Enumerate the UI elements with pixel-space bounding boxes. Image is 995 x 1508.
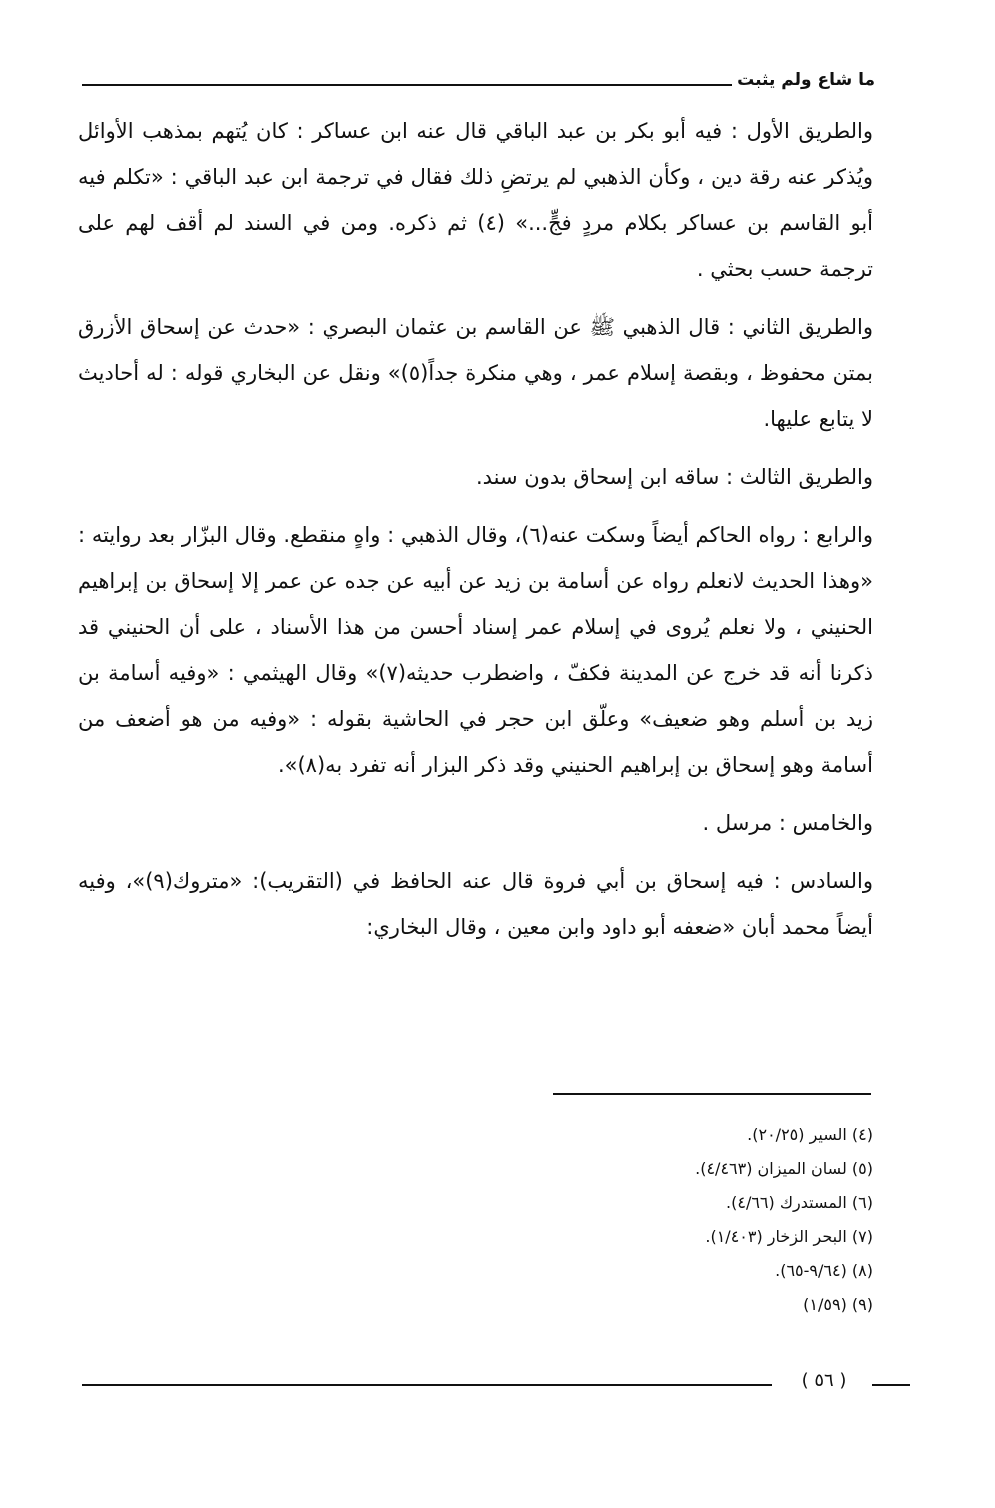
footnote-9: (٩) (١/٥٩) (803, 1295, 873, 1314)
header-rule (82, 84, 732, 86)
page-number: ( ٥٦ ) (801, 1370, 847, 1391)
footer-rule-right (872, 1384, 910, 1386)
paragraph-fourth-route: والرابع : رواه الحاكم أيضاً وسكت عنه(٦)، وقال الذهبي : واهٍ منقطع. وقال البزّار بعد روايته : «وهذا الحديث لانعلم رواه عن أسامة بن زيد عن أبيه عن جده عن عمر إلا إسحاق بن إبراهيم الحنيني ، ولا نعلم يُروى في إسلام عمر إسناد أحسن من هذا الأسناد ، على أن الحنيني قد ذكرنا أنه قد خرج عن المدينة فكفّ ، واضطرب حديثه(٧)» وقال الهيثمي : «وفيه أسامة بن زيد بن أسلم وهو ضعيف» وعلّق ابن حجر في الحاشية بقوله : «وفيه من هو أضعف من أسامة وهو إسحاق بن إبراهيم الحنيني وقد ذكر البزار أنه تفرد به(٨)». (78, 523, 873, 777)
paragraph-fifth-route: والخامس : مرسل . (702, 811, 873, 835)
footnote-5: (٥) لسان الميزان (٤/٤٦٣). (695, 1159, 873, 1178)
footnote-7: (٧) البحر الزخار (١/٤٠٣). (705, 1227, 873, 1246)
footnotes (453, 1118, 873, 1322)
footnote-6: (٦) المستدرك (٤/٦٦). (726, 1193, 873, 1212)
paragraph-second-route: والطريق الثاني : قال الذهبي ﷺ عن القاسم بن عثمان البصري : «حدث عن إسحاق الأزرق بمتن محفوظ ، وبقصة إسلام عمر ، وهي منكرة جداً(٥)» ونقل عن البخاري قوله : له أحاديث لا يتابع عليها. (78, 315, 873, 431)
paragraph-third-route: والطريق الثالث : ساقه ابن إسحاق بدون سند. (475, 465, 873, 489)
paragraph-sixth-route: والسادس : فيه إسحاق بن أبي فروة قال عنه الحافظ في (التقريب): «متروك(٩)»، وفيه أيضاً محمد أبان «ضعفه أبو داود وابن معين ، وقال البخاري: (78, 869, 873, 939)
running-title: ما شاع ولم يثبت (737, 70, 875, 90)
footnote-rule (553, 1093, 871, 1095)
footer-rule-left (82, 1384, 772, 1386)
footnote-8: (٨) (٩/٦٤-٦٥). (775, 1261, 873, 1280)
paragraph-first-route: والطريق الأول : فيه أبو بكر بن عبد الباقي قال عنه ابن عساكر : كان يُتهم بمذهب الأوائل ويُذكر عنه رقة دين ، وكأن الذهبي لم يرتضِ ذلك فقال في ترجمة ابن عبد الباقي : «تكلم فيه أبو القاسم بن عساكر بكلام مردٍ فجٍّ...» (٤) ثم ذكره. ومن في السند لم أقف لهم على ترجمة حسب بحثي . (78, 119, 873, 281)
footnote-4: (٤) السير (٢٠/٢٥). (747, 1125, 873, 1144)
main-text (78, 108, 873, 962)
